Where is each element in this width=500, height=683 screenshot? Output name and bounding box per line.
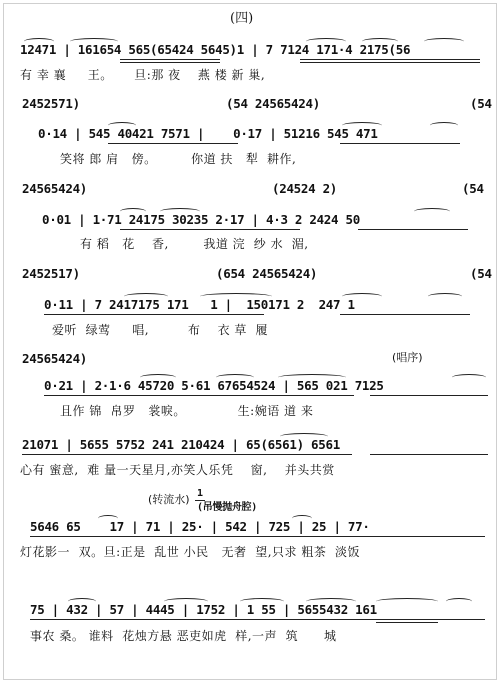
notation-line: 0·14 | 545 40421 7571 | 0·17 | 51216 545 471 bbox=[38, 126, 378, 141]
slur-arc bbox=[160, 208, 200, 215]
slur-arc bbox=[424, 38, 464, 45]
slur-arc bbox=[140, 374, 176, 381]
slur-arc bbox=[164, 598, 208, 605]
lyric-line: 心有 蜜意, 难 量一天星月,亦笑人乐凭 窗, 并头共赏 bbox=[20, 463, 335, 477]
beam-underline bbox=[108, 143, 238, 144]
beam-underline bbox=[30, 536, 485, 537]
slur-arc bbox=[452, 374, 486, 381]
slur-arc bbox=[430, 122, 458, 129]
beam-underline bbox=[22, 454, 352, 455]
slur-arc bbox=[108, 122, 136, 129]
notation-line: 75 | 432 | 57 | 4445 | 1752 | 1 55 | 5655432 161 bbox=[30, 602, 377, 617]
slur-arc bbox=[280, 433, 328, 440]
notation-line: (54 bbox=[462, 181, 484, 196]
notation-line: 0·11 | 7 2417175 171 1 | 150171 2 247 1 bbox=[44, 297, 355, 312]
notation-line: 21071 | 5655 5752 241 210424 | 65(6561) 6561 bbox=[22, 437, 340, 452]
slur-arc bbox=[200, 293, 272, 300]
section-marker: (唱序) bbox=[392, 351, 423, 364]
lyric-line: 爱听 绿莺 唱, 布 衣 草 履 bbox=[52, 323, 269, 337]
time-signature-bottom: (吊慢抛舟腔) bbox=[197, 502, 257, 513]
slur-arc bbox=[292, 515, 312, 522]
slur-arc bbox=[446, 598, 472, 605]
slur-arc bbox=[342, 293, 382, 300]
slur-arc bbox=[98, 515, 118, 522]
lyric-line: 灯花影一 双。旦:正是 乱世 小民 无奢 望,只求 粗茶 淡饭 bbox=[20, 545, 360, 559]
slur-arc bbox=[240, 598, 284, 605]
beam-underline bbox=[120, 59, 220, 60]
slur-arc bbox=[68, 598, 96, 605]
beam-underline bbox=[370, 395, 488, 396]
notation-line: 0·01 | 1·71 24175 30235 2·17 | 4·3 2 2424 50 bbox=[42, 212, 360, 227]
beam-underline bbox=[120, 62, 220, 63]
beam-underline bbox=[30, 619, 485, 620]
section-title: (四) bbox=[230, 11, 254, 26]
time-signature-bar bbox=[195, 500, 205, 501]
lyric-line: 笑将 郎 肩 傍。 你道 扶 犁 耕作, bbox=[60, 152, 297, 166]
slur-arc bbox=[342, 122, 382, 129]
beam-underline bbox=[376, 622, 438, 623]
slur-arc bbox=[306, 598, 356, 605]
notation-line: 24565424) bbox=[22, 351, 88, 366]
lyric-line: 且作 锦 帛罗 裳唳。 生:婉语 道 来 bbox=[60, 404, 314, 418]
lyric-line: 有 稻 花 香, 我道 浣 纱 水 湄, bbox=[80, 237, 309, 251]
slur-arc bbox=[376, 598, 438, 605]
slur-arc bbox=[278, 374, 346, 381]
notation-line: (54 bbox=[470, 266, 492, 281]
slur-arc bbox=[120, 208, 146, 215]
beam-underline bbox=[370, 454, 488, 455]
lyric-line: 有 幸 襄 王。 旦:那 夜 燕 楼 新 巢, bbox=[20, 68, 266, 82]
slur-arc bbox=[70, 38, 118, 45]
beam-underline bbox=[300, 59, 480, 60]
notation-line: (24524 2) bbox=[272, 181, 338, 196]
beam-underline bbox=[340, 314, 470, 315]
beam-underline bbox=[358, 229, 468, 230]
slur-arc bbox=[414, 208, 450, 215]
notation-line: 2452571) bbox=[22, 96, 80, 111]
notation-line: 5646 65 17 | 71 | 25· | 542 | 725 | 25 | 77· bbox=[30, 519, 370, 534]
beam-underline bbox=[340, 143, 460, 144]
notation-line: (54 bbox=[470, 96, 492, 111]
tempo-marker: (转流水) bbox=[148, 493, 190, 506]
lyric-line: 事农 桑。 谁料 花烛方悬 恶吏如虎 样,一声 筑 城 bbox=[30, 629, 337, 643]
slur-arc bbox=[124, 293, 168, 300]
time-signature-top: 1 bbox=[197, 488, 203, 499]
slur-arc bbox=[216, 374, 254, 381]
slur-arc bbox=[306, 38, 346, 45]
notation-line: (654 24565424) bbox=[216, 266, 318, 281]
slur-arc bbox=[362, 38, 398, 45]
beam-underline bbox=[120, 229, 300, 230]
slur-arc bbox=[428, 293, 462, 300]
beam-underline bbox=[44, 314, 264, 315]
notation-line: (54 24565424) bbox=[226, 96, 320, 111]
notation-line: 24565424) bbox=[22, 181, 88, 196]
notation-line: 0·21 | 2·1·6 45720 5·61 67654524 | 565 021 7125 bbox=[44, 378, 384, 393]
slur-arc bbox=[24, 38, 54, 45]
notation-line: 12471 | 161654 565(65424 5645)1 | 7 7124 171·4 2175(56 bbox=[20, 42, 411, 57]
beam-underline bbox=[44, 395, 354, 396]
notation-line: 2452517) bbox=[22, 266, 80, 281]
beam-underline bbox=[300, 62, 480, 63]
